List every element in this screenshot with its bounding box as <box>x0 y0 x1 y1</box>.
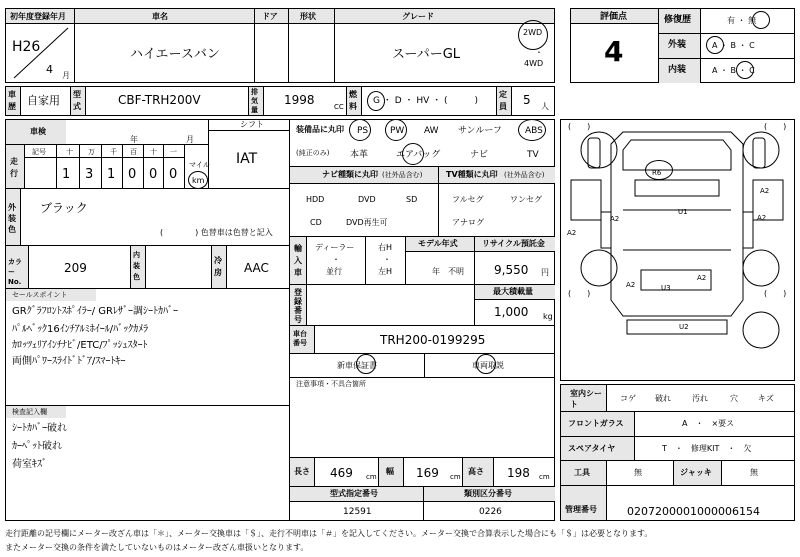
divider <box>226 246 227 288</box>
repair-label: 修復歴 <box>664 15 692 25</box>
divider <box>290 325 555 326</box>
exterior-label: 外装 <box>668 40 687 50</box>
mark-a2-3: A2 <box>567 229 577 237</box>
color-no: 209 <box>64 261 87 275</box>
manual-circle <box>476 354 496 374</box>
length-label: 長さ <box>294 467 310 476</box>
glass-options: A ・ ×要ス <box>682 419 735 428</box>
mark-a2-2: A2 <box>757 214 767 222</box>
color-label: 外装色 <box>8 203 16 234</box>
reg-label: 登録番号 <box>294 288 302 324</box>
color-no-label: カラーNo. <box>8 258 22 286</box>
navi-dvd: DVD <box>358 195 376 204</box>
tv-label: TV種類に丸印 <box>446 170 498 179</box>
divider <box>361 87 362 115</box>
recycle-label: リサイクル預託金 <box>482 239 545 248</box>
tv-oneseg: ワンセグ <box>510 195 542 204</box>
divider <box>145 246 146 288</box>
2wd-circle <box>518 20 548 50</box>
spare-label: スペアタイヤ <box>568 444 616 453</box>
divider <box>511 87 512 115</box>
usage-label: 車歴 <box>8 90 16 111</box>
recycle-unit: 円 <box>541 268 549 277</box>
divider <box>290 183 555 184</box>
inspection-month-unit: 月 <box>186 135 194 144</box>
divider <box>79 145 80 188</box>
equip-aw: AW <box>424 126 439 136</box>
paren-tr: ( ) <box>764 122 787 131</box>
mark-a2-1: A2 <box>610 215 620 223</box>
inspection-notes-label: 検査記入欄 <box>12 408 47 416</box>
capacity-value: 5 <box>523 93 531 107</box>
divider <box>306 237 307 284</box>
seat-opt-4: キズ <box>758 394 774 403</box>
import-dot2: ・ <box>383 255 391 264</box>
cc-unit: CC <box>334 103 344 111</box>
mile-label: マイル <box>189 161 210 169</box>
divider <box>184 145 185 188</box>
sales-point-line-1: ﾊﾟﾙﾍﾞｯｸ16ｲﾝﾁｱﾙﾐﾎｲｰﾙ/ﾊﾞｯｸｶﾒﾗ <box>12 324 149 335</box>
equip-leather: 本革 <box>350 150 369 160</box>
mark-u3: U3 <box>661 284 671 292</box>
grade-value: スーパーGL <box>392 47 461 62</box>
header-row <box>6 9 554 24</box>
inspection-notes-line-2: 荷室ｷｽﾞ <box>12 459 47 470</box>
model-label: 型式 <box>73 90 81 111</box>
repair-value: 有 ・ 無 <box>727 16 757 25</box>
repaint-note: ( ) 色替車は色替と記入 <box>160 228 273 237</box>
divider <box>143 145 144 188</box>
equip-sunroof: サンルーフ <box>458 126 502 136</box>
equipment-label: 装備品に丸印 <box>296 125 344 134</box>
divider <box>6 188 289 189</box>
manual: 車両取説 <box>472 361 504 370</box>
interior-color-label: 内装色 <box>133 251 140 281</box>
exterior-a-circle <box>706 36 724 54</box>
divider <box>700 9 701 83</box>
seat-opt-1: 破れ <box>655 394 671 403</box>
mark-a2-0: A2 <box>760 187 770 195</box>
divider <box>475 299 555 300</box>
divider <box>74 9 75 83</box>
inspection-year-unit: 年 <box>130 135 138 144</box>
mark-a2-5: A2 <box>697 274 707 282</box>
fuel-label: 燃料 <box>349 90 357 111</box>
divider <box>365 237 366 284</box>
car-name-label: 車名 <box>152 12 168 21</box>
chassis-label: 車台番号 <box>293 330 307 347</box>
divider <box>20 189 21 245</box>
mileage-col-5: 十 <box>150 148 157 156</box>
max-load-unit: kg <box>543 312 553 321</box>
divider <box>334 9 335 83</box>
divider <box>209 130 289 131</box>
navi-dvd-play: DVD再生可 <box>346 218 388 227</box>
mark-r6: R6 <box>652 169 662 177</box>
control-label-box <box>561 486 606 520</box>
navi-label: ナビ種類に丸印 <box>322 170 378 179</box>
jack-value: 無 <box>750 468 758 477</box>
height-label: 高さ <box>468 467 484 476</box>
mark-u1: U1 <box>678 208 688 216</box>
displacement-label: 排気量 <box>251 88 258 114</box>
control-value: 0207200001000006154 <box>627 505 760 518</box>
inspection-notes-line-0: ｼｰﾄｶﾊﾞｰ破れ <box>12 423 67 434</box>
mileage-col-4: 百 <box>130 148 137 156</box>
seat-opt-3: 穴 <box>730 394 738 403</box>
type-number-value: 12591 <box>343 507 372 517</box>
navi-sublabel: (社外品含む) <box>382 171 423 179</box>
jack-label: ジャッキ <box>680 468 712 477</box>
first-reg-label: 初年度登録年月 <box>10 12 66 21</box>
divider <box>290 457 555 458</box>
month-unit: 月 <box>62 71 70 80</box>
mileage-col-1: 十 <box>66 148 73 156</box>
grade-code-4wd: 4WD <box>524 59 544 68</box>
car-name: ハイエースバン <box>130 47 220 62</box>
mileage-digit-0: 1 <box>62 167 71 182</box>
width-unit: cm <box>450 473 461 481</box>
paren-br: ( ) <box>764 289 787 298</box>
import-label: 輸入車 <box>294 244 302 277</box>
paren-bl: ( ) <box>568 289 591 298</box>
divider <box>290 353 555 354</box>
mileage-label: 走行 <box>10 157 18 178</box>
navi-sd: SD <box>406 195 418 204</box>
new-car-warranty: 新車保証書 <box>337 361 377 370</box>
divider <box>306 285 307 325</box>
equip-abs-circle <box>518 119 546 141</box>
seat-label: 室内シート <box>570 389 602 409</box>
inspection-label: 車検 <box>30 127 46 136</box>
sales-point-line-2: ｶﾛｯﾂｪﾘｱｲﾝﾁﾅﾋﾞ/ETC/ﾌﾟｯｼｭｽﾀｰﾄ <box>12 340 148 351</box>
warranty-circle <box>356 354 376 374</box>
mileage-col-0: 記号 <box>32 148 46 156</box>
car-diagram <box>561 120 794 380</box>
equip-pw: PW <box>390 126 405 136</box>
type-number-label: 型式指定番号 <box>330 489 378 498</box>
inspection-notes-line-1: ｶｰﾍﾟｯﾄ破れ <box>12 441 62 452</box>
capacity-unit: 人 <box>541 102 549 111</box>
footer-line-1: 走行距離の記号欄にメーター改ざん車は「＊」、メーター交換車は「＄」、走行不明車は「＃」を記入してください。メーター交換で合算表示した場合にも「＄」は必要となります。 <box>5 529 653 538</box>
divider <box>24 145 25 188</box>
equip-abs: ABS <box>525 126 543 136</box>
drive-dot: ・ <box>535 48 543 57</box>
mileage-digit-4: 0 <box>149 167 158 182</box>
divider <box>659 58 700 59</box>
divider <box>56 145 57 188</box>
divider <box>493 458 494 486</box>
control-label: 管理番号 <box>565 505 597 514</box>
equip-ps: PS <box>357 126 369 136</box>
equip-ps-circle <box>349 119 371 141</box>
divider <box>606 385 607 411</box>
interior-label: 内装 <box>668 65 687 75</box>
km-circle <box>188 171 208 189</box>
equip-airbag: エアバッグ <box>396 150 441 160</box>
model-year-value: 年 不明 <box>432 267 464 276</box>
spare-options: T ・ 修理KIT ・ 欠 <box>662 444 752 453</box>
usage-value: 自家用 <box>27 94 60 107</box>
max-load-value: 1,000 <box>494 305 529 319</box>
displacement-value: 1998 <box>284 93 315 107</box>
divider <box>20 87 21 115</box>
shift-value: IAT <box>236 151 258 167</box>
model-value: CBF-TRH200V <box>118 93 201 107</box>
import-parallel: 並行 <box>326 267 342 276</box>
notes-label: 注意事項・不具合箇所 <box>296 380 366 388</box>
equip-airbag-circle <box>402 143 424 165</box>
exterior-value: A ・ B ・ C <box>712 41 755 50</box>
divider <box>403 458 404 486</box>
equip-pw-circle <box>385 119 407 141</box>
divider <box>659 33 700 34</box>
equipment-sublabel: (純正のみ) <box>296 149 330 157</box>
mileage-digit-3: 0 <box>128 167 137 182</box>
shift-label: シフト <box>240 120 264 129</box>
first-reg-month: 4 <box>46 63 53 76</box>
divider <box>406 251 555 252</box>
import-dot1: ・ <box>332 255 340 264</box>
height-unit: cm <box>539 473 550 481</box>
navi-hdd: HDD <box>306 195 325 204</box>
sales-point-line-0: GRｸﾞﾗﾌﾛﾝﾄｽﾎﾟｲﾗｰ/ GRﾚｻﾞｰ調ｼｰﾄｶﾊﾞｰ <box>12 306 178 317</box>
seat-opt-0: コゲ <box>620 394 636 403</box>
grade-code-2wd: 2WD <box>523 28 543 37</box>
mileage-col-6: 一 <box>170 148 177 156</box>
chassis-value: TRH200-0199295 <box>380 333 486 347</box>
mileage-digit-2: 1 <box>107 167 116 182</box>
tools-value: 無 <box>634 468 642 477</box>
divider <box>85 87 86 115</box>
import-dealer: ディーラー <box>315 243 355 252</box>
divider <box>6 144 208 145</box>
seat-opt-2: 汚れ <box>692 394 708 403</box>
sales-point-line-3: 両側ﾊﾟﾜｰｽﾗｲﾄﾞﾄﾞｱ/ｽﾏｰﾄｷｰ <box>12 356 126 367</box>
class-number-label: 類別区分番号 <box>464 489 512 498</box>
mileage-digit-1: 3 <box>85 167 94 182</box>
interior-b-circle <box>736 61 754 79</box>
ac-value: AAC <box>244 261 269 275</box>
divider <box>314 458 315 486</box>
mileage-col-3: 千 <box>110 148 117 156</box>
first-reg-year: H26 <box>12 39 41 55</box>
divider <box>6 245 289 246</box>
tv-analog: アナログ <box>452 218 484 227</box>
mark-u2: U2 <box>679 323 689 331</box>
recycle-value: 9,550 <box>494 263 529 277</box>
equip-navi: ナビ <box>470 150 489 160</box>
divider <box>290 501 555 502</box>
divider <box>606 486 607 520</box>
divider <box>606 461 607 485</box>
height-value: 198 <box>507 466 530 480</box>
shape-label: 形状 <box>300 12 316 21</box>
divider <box>721 461 722 485</box>
class-number-value: 0226 <box>479 507 502 517</box>
tv-fullseg: フルセグ <box>452 195 484 204</box>
fuel-options: G ・ D ・ HV ・ ( ) <box>373 96 479 106</box>
score-label: 評価点 <box>600 12 628 22</box>
capacity-label: 定員 <box>499 90 507 111</box>
tv-sublabel: (社外品含む) <box>504 171 545 179</box>
divider <box>254 9 255 83</box>
divider <box>288 9 289 83</box>
fuel-g-circle <box>367 91 385 111</box>
import-right-h: 右H <box>378 243 393 252</box>
navi-cd: CD <box>310 218 322 227</box>
divider <box>424 354 425 377</box>
width-label: 幅 <box>386 467 394 476</box>
divider <box>314 326 315 353</box>
score-value: 4 <box>604 35 624 68</box>
glass-label: フロントガラス <box>568 419 624 428</box>
divider <box>290 377 555 378</box>
km-label: km <box>192 176 205 185</box>
divider <box>163 145 164 188</box>
divider <box>24 157 184 158</box>
import-left-h: 左H <box>378 267 393 276</box>
ac-label: 冷房 <box>214 256 222 277</box>
mileage-col-2: 万 <box>88 148 95 156</box>
mark-a2-4: A2 <box>626 281 636 289</box>
repair-none-circle <box>752 11 770 29</box>
mileage-digit-5: 0 <box>169 167 178 182</box>
max-load-label: 最大積載量 <box>493 287 533 296</box>
equip-tv: TV <box>527 150 539 160</box>
tools-label: 工具 <box>574 468 590 477</box>
divider <box>101 145 102 188</box>
grade-label: グレード <box>402 12 434 21</box>
sales-point-label: セールスポイント <box>12 291 68 299</box>
footer-line-2: またメーター交換の条件を満たしていないものはメーター改ざん車扱いとなります。 <box>5 543 309 552</box>
length-value: 469 <box>330 466 353 480</box>
divider <box>263 87 264 115</box>
mark-r6-circle <box>645 160 673 180</box>
color-value: ブラック <box>40 201 88 215</box>
interior-value: A ・ B ・ C <box>712 66 755 75</box>
model-year-label: モデル年式 <box>418 239 458 248</box>
divider <box>28 246 29 288</box>
door-label: ドア <box>262 12 278 21</box>
paren-tl: ( ) <box>568 122 591 131</box>
divider <box>122 145 123 188</box>
length-unit: cm <box>366 473 377 481</box>
width-value: 169 <box>416 466 439 480</box>
